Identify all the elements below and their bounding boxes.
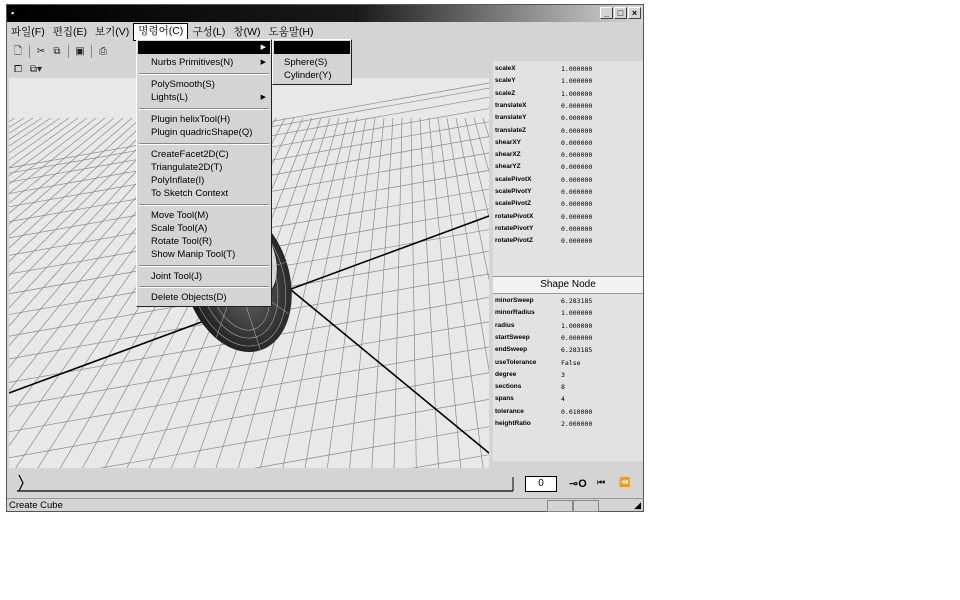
attribute-name: shearYZ: [495, 163, 521, 171]
attribute-value[interactable]: 0.000000: [561, 333, 593, 342]
attribute-name: translateX: [495, 101, 527, 109]
menu-file[interactable]: 파일(F): [11, 26, 45, 38]
attribute-value[interactable]: 0.000000: [561, 101, 593, 110]
menu-separator: [139, 108, 269, 110]
attribute-value[interactable]: False: [561, 358, 581, 367]
attribute-name: rotatePivotY: [495, 224, 534, 232]
attribute-value[interactable]: 6.283185: [561, 297, 593, 305]
attribute-name: minorSweep: [495, 297, 534, 304]
new-file-icon[interactable]: 🗋: [13, 45, 23, 57]
title-bar[interactable]: [7, 5, 643, 22]
attribute-row[interactable]: [495, 406, 640, 418]
attribute-value[interactable]: 4: [561, 395, 565, 404]
attribute-row[interactable]: [495, 149, 640, 161]
attribute-name: degree: [495, 370, 517, 378]
menu-help[interactable]: 도움말(H): [268, 26, 314, 38]
attribute-row[interactable]: [495, 223, 640, 235]
attribute-name: shearXZ: [495, 151, 521, 159]
attribute-row[interactable]: [495, 235, 640, 247]
attribute-name: scalePivotY: [495, 188, 532, 195]
attribute-row[interactable]: [495, 211, 640, 223]
copy-icon[interactable]: ⧉: [53, 45, 61, 57]
attribute-row[interactable]: [495, 100, 640, 112]
key-icon[interactable]: ⊸O: [569, 478, 587, 490]
time-slider[interactable]: [9, 469, 641, 497]
attribute-row[interactable]: [495, 186, 640, 198]
attribute-value[interactable]: 0.000000: [561, 138, 593, 147]
attribute-row[interactable]: [495, 332, 640, 344]
attribute-row[interactable]: [495, 344, 640, 356]
attribute-value[interactable]: 0.000000: [561, 163, 593, 172]
attribute-value[interactable]: 3: [561, 370, 565, 379]
attribute-name: scalePivotZ: [495, 200, 532, 208]
current-frame-field[interactable]: [525, 476, 557, 492]
close-button[interactable]: ×: [628, 7, 641, 19]
current-frame-value: 0: [538, 478, 544, 489]
dropdown-item[interactable]: Scale Tool(A): [151, 223, 208, 234]
attribute-row[interactable]: [495, 381, 640, 393]
dropdown-item[interactable]: [138, 41, 270, 54]
submenu-arrow-icon: ▶: [260, 44, 266, 51]
attribute-row[interactable]: [495, 137, 640, 149]
cut-icon[interactable]: ✂: [36, 45, 46, 57]
dropdown-item[interactable]: PolySmooth(S): [151, 79, 215, 90]
attribute-row[interactable]: [495, 357, 640, 369]
submenu-item-highlighted[interactable]: [274, 41, 350, 54]
submenu-arrow-icon: ▶: [260, 59, 266, 66]
camera-view-icon[interactable]: ⧠: [14, 63, 22, 75]
attribute-value[interactable]: 1.000000: [561, 309, 593, 318]
dropdown-item[interactable]: Joint Tool(J): [151, 271, 203, 282]
attribute-name: rotatePivotX: [495, 212, 534, 220]
attribute-row[interactable]: [495, 295, 640, 307]
attribute-row[interactable]: [495, 63, 640, 75]
object-mode-icon[interactable]: ⧉▾: [29, 63, 43, 75]
attribute-row[interactable]: [495, 88, 640, 100]
status-text: Create Cube: [9, 500, 63, 511]
attribute-row[interactable]: [495, 418, 640, 430]
attribute-name: scaleY: [495, 77, 516, 85]
attribute-panel: [493, 61, 643, 461]
attribute-row[interactable]: [495, 307, 640, 319]
rewind-icon[interactable]: ⏮: [597, 477, 606, 487]
minimize-button[interactable]: _: [600, 7, 613, 19]
dropdown-item[interactable]: Nurbs Primitives(N) ▶: [151, 57, 266, 68]
menu-separator: [139, 265, 269, 267]
attribute-row[interactable]: [495, 320, 640, 332]
maximize-button[interactable]: □: [614, 7, 627, 19]
toolbar: [7, 42, 141, 60]
menu-separator: [139, 143, 269, 145]
attribute-value[interactable]: 6.283185: [561, 346, 593, 355]
shape-node-header: Shape Node: [493, 276, 643, 294]
paste-icon[interactable]: ▣: [75, 45, 85, 57]
dropdown-item[interactable]: Plugin helixTool(H): [151, 114, 231, 125]
attribute-row[interactable]: [495, 174, 640, 186]
attribute-value[interactable]: 1.000000: [561, 321, 593, 330]
dropdown-item[interactable]: Move Tool(M): [151, 210, 209, 221]
attribute-name: tolerance: [495, 407, 524, 415]
app-icon: ▪: [11, 8, 15, 18]
attribute-name: translateY: [495, 114, 527, 122]
menu-view[interactable]: 보기(V): [95, 26, 130, 38]
attribute-name: rotatePivotZ: [495, 237, 533, 245]
attribute-value[interactable]: 0.000000: [561, 151, 593, 160]
attribute-value[interactable]: 0.000000: [561, 114, 593, 123]
submenu-item-cylinder[interactable]: Cylinder(Y): [284, 70, 332, 81]
attribute-name: minorRadius: [495, 309, 535, 317]
go-to-start-icon[interactable]: ⏪: [619, 477, 631, 487]
submenu-arrow-icon: ▶: [260, 94, 266, 101]
attribute-name: scaleX: [495, 65, 516, 72]
command-dropdown-menu: [136, 39, 272, 307]
dropdown-item[interactable]: Triangulate2D(T): [151, 162, 223, 173]
attribute-value[interactable]: 0.000000: [561, 224, 593, 233]
attribute-value[interactable]: 0.010000: [561, 407, 593, 416]
dropdown-item[interactable]: Show Manip Tool(T): [151, 249, 236, 260]
attribute-value[interactable]: 1.000000: [561, 65, 593, 73]
attribute-name: scalePivotX: [495, 175, 532, 183]
attribute-value[interactable]: 0.000000: [561, 175, 593, 184]
dropdown-item[interactable]: To Sketch Context: [151, 188, 229, 199]
status-bar: [7, 498, 643, 512]
attribute-row[interactable]: [495, 198, 640, 210]
attribute-row[interactable]: [495, 369, 640, 381]
attribute-value[interactable]: 0.000000: [561, 188, 593, 196]
status-field: [547, 500, 573, 512]
attribute-row[interactable]: [495, 75, 640, 87]
attribute-value[interactable]: 1.000000: [561, 89, 593, 98]
menu-window[interactable]: 창(W): [233, 26, 261, 38]
attribute-name: endSweep: [495, 346, 528, 354]
attribute-name: spans: [495, 395, 514, 403]
menu-command[interactable]: 명령어(C): [133, 23, 188, 41]
attribute-value[interactable]: 8: [561, 383, 565, 392]
attribute-value[interactable]: 1.000000: [561, 77, 593, 86]
attribute-name: sections: [495, 383, 522, 391]
toolbar-divider: [68, 45, 69, 58]
attribute-value[interactable]: 0.000000: [561, 200, 593, 209]
attribute-row[interactable]: [495, 393, 640, 405]
dropdown-item[interactable]: CreateFacet2D(C): [151, 149, 229, 160]
attribute-row[interactable]: [495, 125, 640, 137]
resize-grip-icon[interactable]: ◢: [634, 500, 641, 510]
attribute-value[interactable]: 0.000000: [561, 212, 593, 221]
attribute-name: translateZ: [495, 126, 527, 134]
attribute-value[interactable]: 2.000000: [561, 420, 593, 428]
attribute-name: heightRatio: [495, 420, 531, 427]
status-field: [573, 500, 599, 512]
attribute-name: scaleZ: [495, 89, 516, 97]
toolbar-divider: [91, 45, 92, 58]
attribute-row[interactable]: [495, 161, 640, 173]
submenu-item-sphere[interactable]: Sphere(S): [284, 57, 328, 68]
menu-config[interactable]: 구성(L): [192, 26, 226, 38]
attribute-name: shearXY: [495, 138, 522, 146]
toolbar-divider: [29, 45, 30, 58]
nurbs-submenu: [272, 39, 352, 85]
menu-separator: [139, 73, 269, 75]
dropdown-item[interactable]: Lights(L) ▶: [151, 92, 266, 103]
menu-separator: [139, 204, 269, 206]
menu-separator: [139, 286, 269, 288]
dropdown-item[interactable]: Rotate Tool(R): [151, 236, 213, 247]
dropdown-item[interactable]: Plugin quadricShape(Q): [151, 127, 253, 138]
menu-edit[interactable]: 편집(E): [52, 26, 87, 38]
attribute-name: startSweep: [495, 333, 530, 341]
dropdown-item[interactable]: Delete Objects(D): [151, 292, 227, 303]
attribute-value[interactable]: 0.000000: [561, 237, 593, 246]
attribute-name: useTolerance: [495, 358, 537, 366]
attribute-name: radius: [495, 321, 515, 329]
dropdown-item[interactable]: PolyInflate(I): [151, 175, 205, 186]
attribute-value[interactable]: 0.000000: [561, 126, 593, 135]
print-icon[interactable]: ⎙: [99, 45, 107, 57]
attribute-row[interactable]: [495, 112, 640, 124]
